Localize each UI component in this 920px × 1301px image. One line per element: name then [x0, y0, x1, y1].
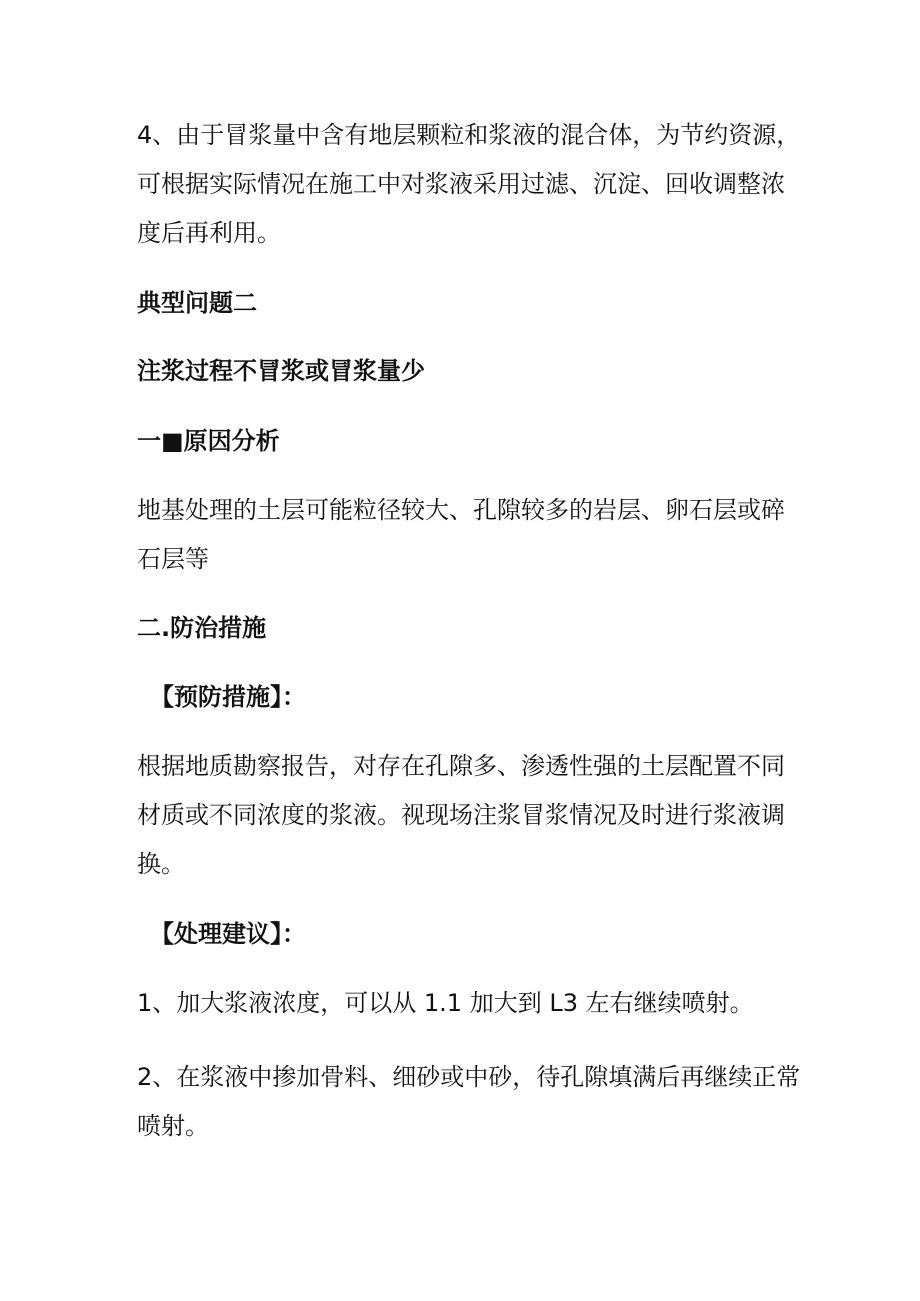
text-line: 2、在浆液中掺加骨料、细砂或中砂，待孔隙填满后再继续正常: [137, 1063, 801, 1091]
text-line: 换。: [137, 850, 185, 878]
text-line: 4、由于冒浆量中含有地层颗粒和浆液的混合体，为节约资源，: [137, 121, 801, 149]
text-line: 石层等: [137, 545, 209, 573]
text-line: 根据地质勘察报告，对存在孔隙多、渗透性强的土层配置不同: [137, 752, 785, 780]
paragraph-suggestion-2: [137, 1053, 801, 1151]
heading-cause-analysis: [137, 417, 787, 466]
heading-text: 典型问题二: [137, 289, 257, 317]
text-line: 地基处理的土层可能粒径较大、孔隙较多的岩层、卵石层或碎: [137, 496, 785, 524]
text-line: 材质或不同浓度的浆液。视现场注浆冒浆情况及时进行浆液调: [137, 801, 785, 829]
text-line: 度后再利用。: [137, 219, 281, 247]
paragraph-cause: [137, 486, 787, 584]
heading-text: 二.防治措施: [137, 614, 267, 642]
heading-typical-problem: [137, 279, 787, 328]
paragraph-4: [137, 111, 801, 258]
label-text: 【处理建议】：: [150, 920, 306, 948]
heading-text: 注浆过程不冒浆或冒浆量少: [137, 357, 425, 385]
heading-topic: [137, 347, 787, 396]
paragraph-prevention: [137, 742, 787, 889]
text-line: 1、加大浆液浓度，可以从 1.1 加大到 L3 左右继续喷射。: [137, 989, 754, 1017]
heading-text: 一■原因分析: [137, 427, 280, 455]
heading-prevention-measures: [137, 604, 787, 653]
text-line: 喷射。: [137, 1112, 209, 1140]
text-line: 可根据实际情况在施工中对浆液采用过滤、沉淀、回收调整浓: [137, 170, 785, 198]
label-prevention: [150, 673, 800, 722]
label-text: 【预防措施】：: [150, 683, 306, 711]
paragraph-suggestion-1: [137, 979, 787, 1028]
label-suggestion: [150, 910, 800, 959]
